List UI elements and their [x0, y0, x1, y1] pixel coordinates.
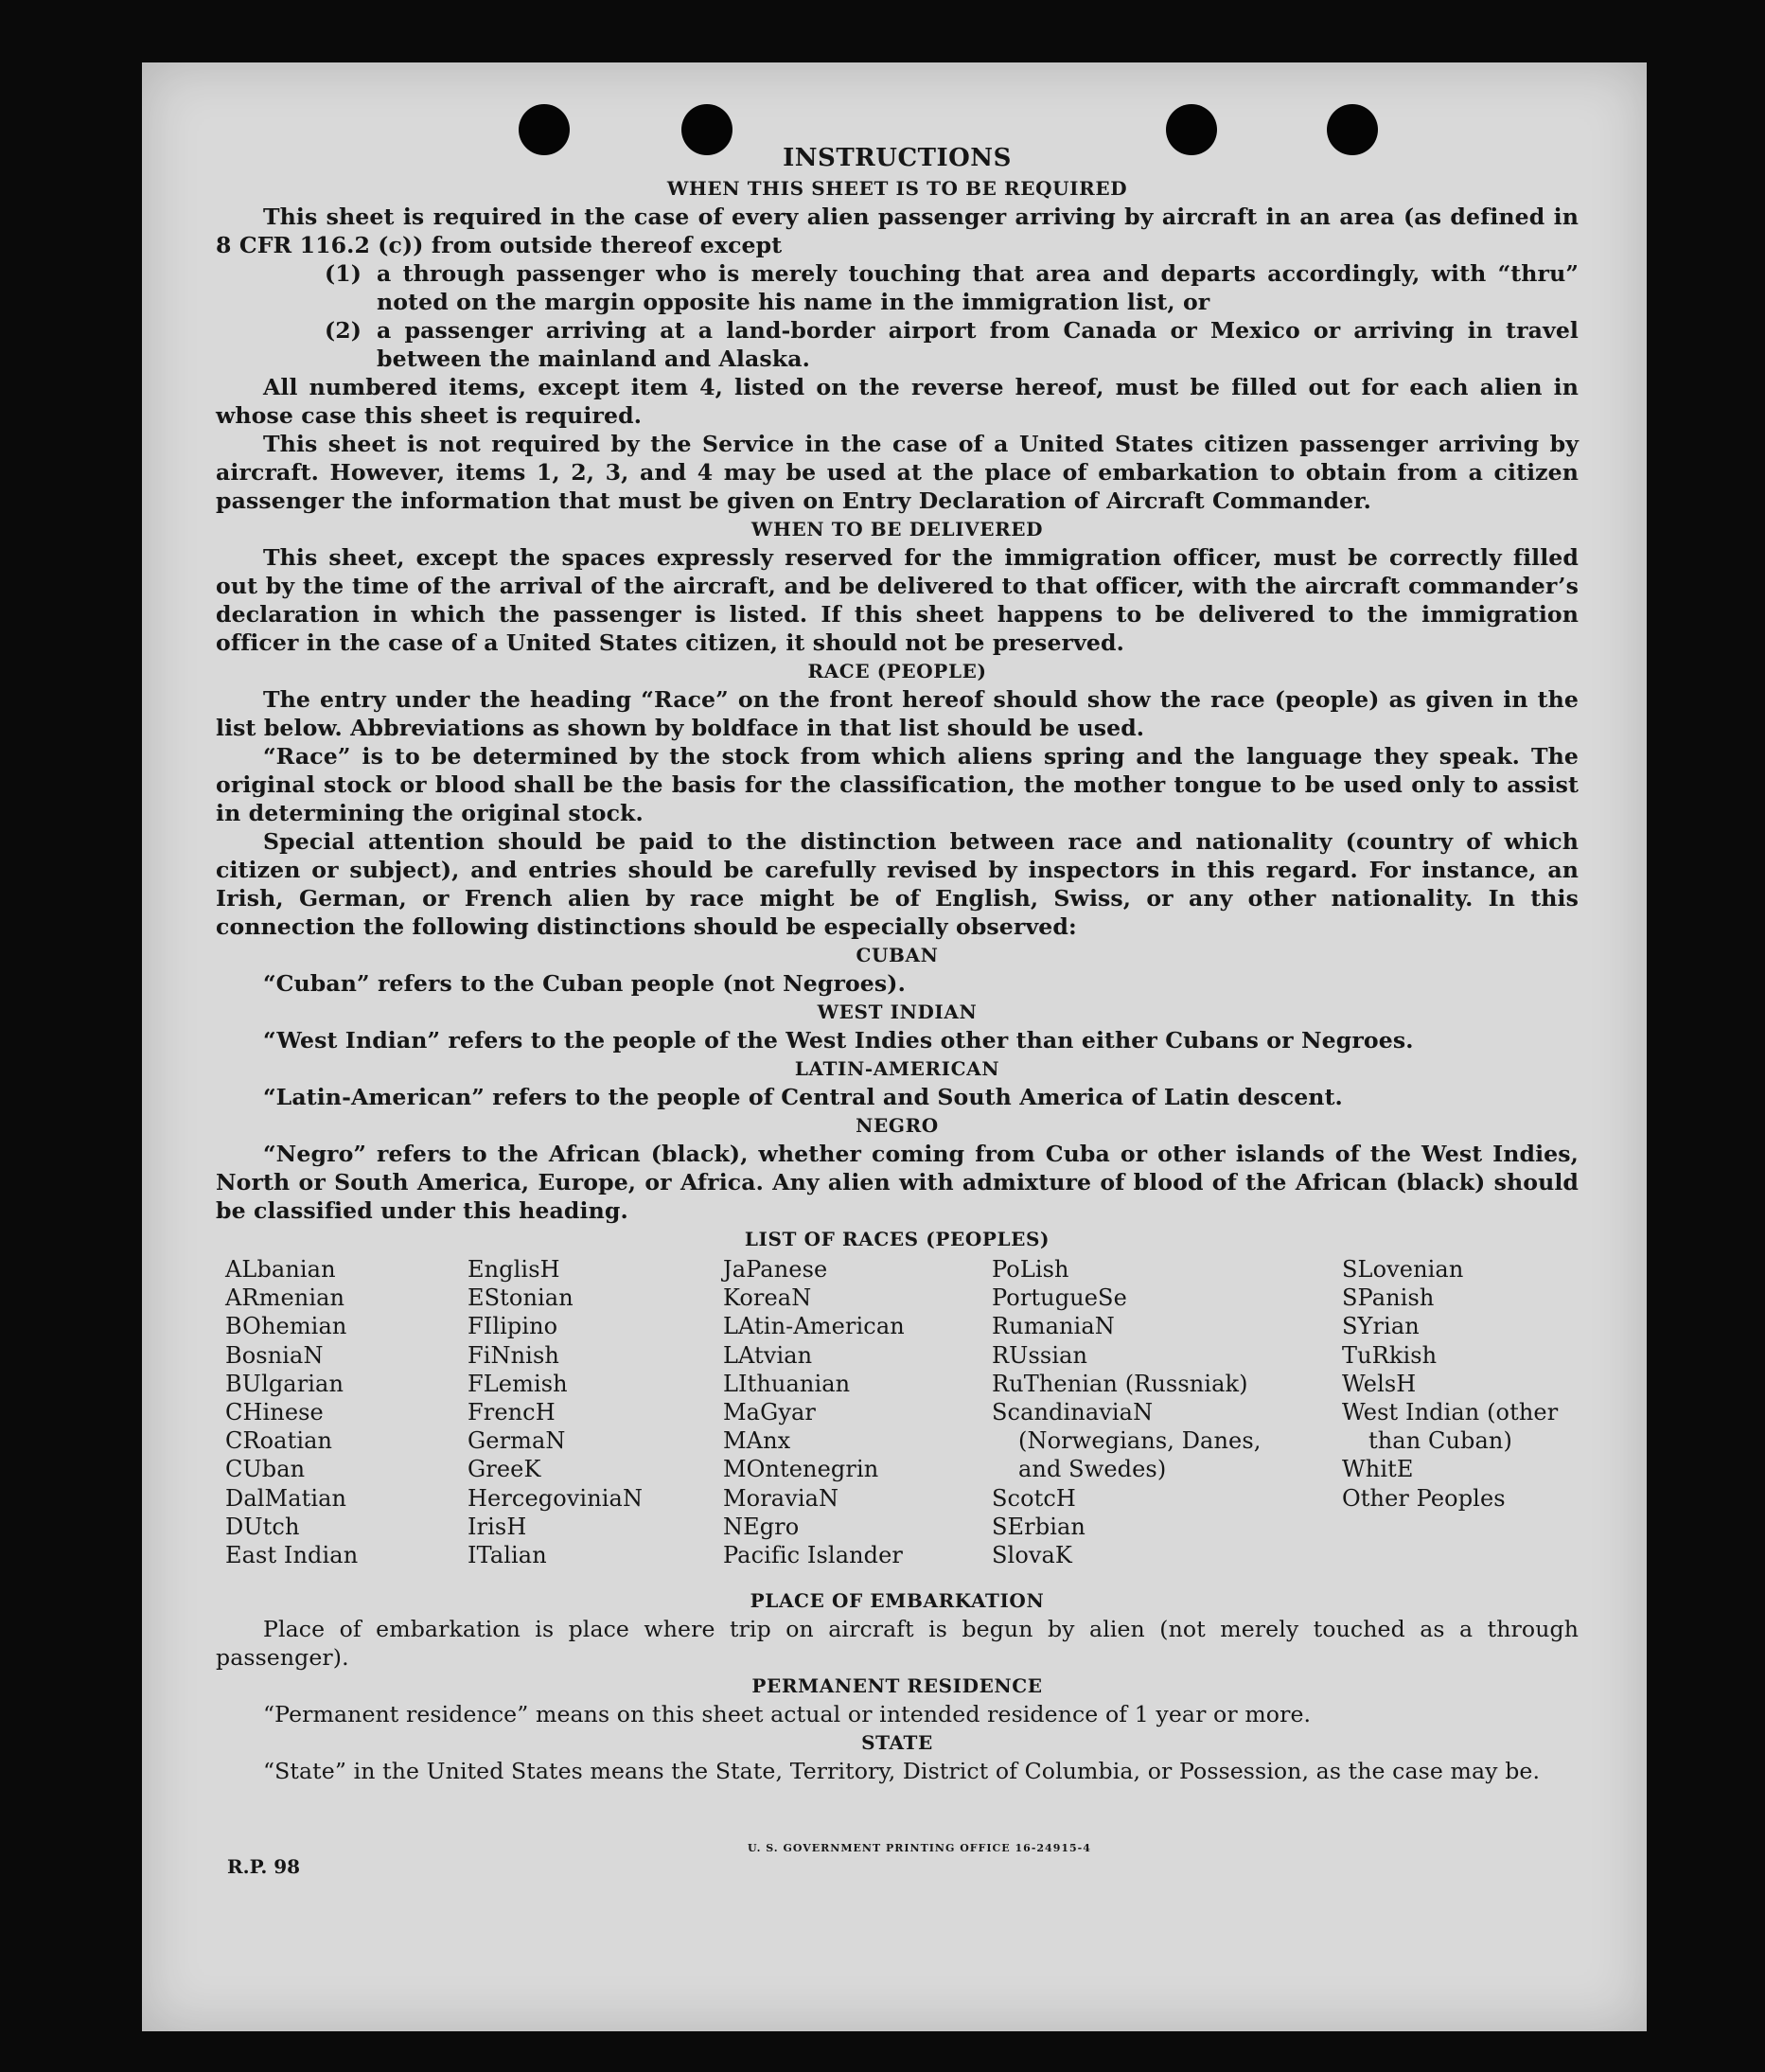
race-item: LAtvian	[723, 1341, 813, 1369]
heading-place-of-embarkation: PLACE OF EMBARKATION	[750, 1589, 1045, 1612]
race-item: ITalian	[468, 1542, 547, 1569]
race-column-1	[225, 1255, 358, 1569]
paragraph-state: “State” in the United States means the State, Territory, District of Columbia, or Possession, as the case may be.	[263, 1758, 1541, 1784]
race-item: ScandinaviaN (Norwegians, Danes, and Swedes)	[992, 1399, 1262, 1483]
race-item: NEgro	[723, 1513, 800, 1540]
race-item: BosniaN	[225, 1341, 324, 1369]
race-item: West Indian (other than Cuban)	[1342, 1399, 1559, 1455]
paragraph-race-determined: “Race” is to be determined by the stock from which aliens spring and the language they speak. The original stock or blood shall be the basis for the classification, the mother tongue to be used only to assist in determining the original stock.	[216, 743, 1579, 826]
race-list	[216, 1255, 1579, 1586]
race-item: DUtch	[225, 1513, 300, 1540]
race-item: SErbian	[992, 1513, 1085, 1540]
race-item: EnglisH	[468, 1256, 560, 1283]
item-number: (2)	[325, 317, 362, 344]
race-item: MaGyar	[723, 1399, 816, 1426]
race-item: WhitE	[1342, 1456, 1414, 1483]
race-column-5	[1342, 1255, 1583, 1513]
race-item: RumaniaN	[992, 1313, 1115, 1340]
race-item: GreeK	[468, 1456, 541, 1483]
paragraph-special-attention: Special attention should be paid to the distinction between race and nationality (country of which citizen or subject), and entries should be carefully revised by inspectors in this regard. For instance, an Irish, German, or French alien by race might be of English, Swiss, or any other nationality. In this connection the following distinctions should be especially observed:	[216, 828, 1579, 940]
document-sheet	[142, 62, 1647, 2031]
race-item: SlovaK	[992, 1542, 1072, 1569]
race-item: FiNnish	[468, 1341, 559, 1369]
heading-state: STATE	[861, 1731, 933, 1754]
race-item: SPanish	[1342, 1284, 1435, 1312]
heading-list-of-races: LIST OF RACES (PEOPLES)	[744, 1228, 1050, 1250]
exception-item-1	[216, 259, 1579, 316]
race-item: SLovenian	[1342, 1256, 1464, 1283]
item-text: a passenger arriving at a land-border airport from Canada or Mexico or arriving in travel between the mainland and Alaska.	[377, 317, 1579, 372]
heading-race: RACE (PEOPLE)	[807, 660, 987, 682]
race-item: IrisH	[468, 1513, 527, 1540]
race-item: SYrian	[1342, 1313, 1420, 1340]
race-item: JaPanese	[723, 1256, 828, 1283]
race-item: MAnx	[723, 1427, 791, 1455]
title-instructions: INSTRUCTIONS	[783, 144, 1012, 172]
race-item: CHinese	[225, 1399, 324, 1426]
heading-west-indian: WEST INDIAN	[817, 1001, 978, 1023]
paragraph-embarkation: Place of embarkation is place where trip on aircraft is begun by alien (not merely touched as a through passenger).	[216, 1616, 1579, 1671]
paragraph-latin-american: “Latin-American” refers to the people of Central and South America of Latin descent.	[263, 1084, 1343, 1110]
race-item: TuRkish	[1342, 1341, 1438, 1369]
heading-cuban: CUBAN	[856, 944, 939, 966]
heading-permanent-residence: PERMANENT RESIDENCE	[751, 1674, 1043, 1697]
race-item: EStonian	[468, 1284, 574, 1312]
race-item: BOhemian	[225, 1313, 347, 1340]
instructions-body	[216, 144, 1579, 1785]
heading-when-required: WHEN THIS SHEET IS TO BE REQUIRED	[666, 177, 1128, 200]
race-item: DalMatian	[225, 1484, 347, 1512]
paragraph-required-intro: This sheet is required in the case of every alien passenger arriving by aircraft in an area (as defined in 8 CFR 116.2 (c)) from outside thereof except	[216, 204, 1579, 258]
race-item: PortugueSe	[992, 1284, 1127, 1312]
race-item: CRoatian	[225, 1427, 333, 1455]
paragraph-cuban: “Cuban” refers to the Cuban people (not Negroes).	[263, 970, 906, 997]
race-item: FLemish	[468, 1370, 568, 1397]
race-item: CUban	[225, 1456, 306, 1483]
race-item: MOntenegrin	[723, 1456, 879, 1483]
race-item: HercegoviniaN	[468, 1484, 644, 1512]
race-item: BUlgarian	[225, 1370, 344, 1397]
race-column-4	[992, 1255, 1276, 1569]
race-item: LAtin-American	[723, 1313, 905, 1340]
race-item: KoreaN	[723, 1284, 812, 1312]
paragraph-residence: “Permanent residence” means on this sheet actual or intended residence of 1 year or more.	[263, 1701, 1312, 1727]
race-item: PoLish	[992, 1256, 1069, 1283]
printer-imprint: U. S. GOVERNMENT PRINTING OFFICE 16-24915-4	[748, 1842, 1091, 1854]
paragraph-not-required: This sheet is not required by the Service in the case of a United States citizen passenger arriving by aircraft. However, items 1, 2, 3, and 4 may be used at the place of embarkation to obtain from a citizen passenger the information that must be given on Entry Declaration of Aircraft Commander.	[216, 431, 1579, 514]
paragraph-negro: “Negro” refers to the African (black), whether coming from Cuba or other islands of the West Indies, North or South America, Europe, or Africa. Any alien with admixture of blood of the African (black) should be classified under this heading.	[216, 1141, 1579, 1224]
race-item: FrencH	[468, 1399, 556, 1426]
race-item: East Indian	[225, 1542, 359, 1569]
heading-negro: NEGRO	[856, 1114, 939, 1137]
item-text: a through passenger who is merely touching that area and departs accordingly, with “thru” noted on the margin opposite his name in the immigration list, or	[377, 260, 1579, 315]
paragraph-delivered: This sheet, except the spaces expressly reserved for the immigration officer, must be correctly filled out by the time of the arrival of the aircraft, and be delivered to that officer, with the aircraft commander’s declaration in which the passenger is listed. If this sheet happens to be delivered to the immigration officer in the case of a United States citizen, it should not be preserved.	[216, 544, 1579, 656]
race-item: WelsH	[1342, 1370, 1417, 1397]
paragraph-west-indian: “West Indian” refers to the people of the West Indies other than either Cubans or Negroes.	[263, 1027, 1414, 1054]
race-item: ARmenian	[225, 1284, 345, 1312]
heading-when-delivered: WHEN TO BE DELIVERED	[750, 518, 1044, 540]
item-number: (1)	[325, 260, 362, 287]
race-item: Pacific Islander	[723, 1542, 904, 1569]
heading-latin-american: LATIN-AMERICAN	[794, 1057, 1000, 1080]
paragraph-numbered-items: All numbered items, except item 4, listed on the reverse hereof, must be filled out for each alien in whose case this sheet is required.	[216, 374, 1579, 429]
race-item: Other Peoples	[1342, 1484, 1506, 1512]
race-item: RuThenian (Russniak)	[992, 1370, 1248, 1397]
race-item: RUssian	[992, 1341, 1088, 1369]
race-column-2	[468, 1255, 643, 1569]
exception-item-2	[216, 316, 1579, 373]
race-item: LIthuanian	[723, 1370, 851, 1397]
paragraph-race-entry: The entry under the heading “Race” on the front hereof should show the race (people) as given in the list below. Abbreviations as shown by boldface in that list should be used.	[216, 686, 1579, 741]
race-item: ScotcH	[992, 1484, 1076, 1512]
form-number: R.P. 98	[227, 1855, 301, 1878]
race-item: FIlipino	[468, 1313, 558, 1340]
race-item: MoraviaN	[723, 1484, 839, 1512]
race-item: ALbanian	[225, 1256, 336, 1283]
race-item: GermaN	[468, 1427, 566, 1455]
race-column-3	[723, 1255, 905, 1569]
